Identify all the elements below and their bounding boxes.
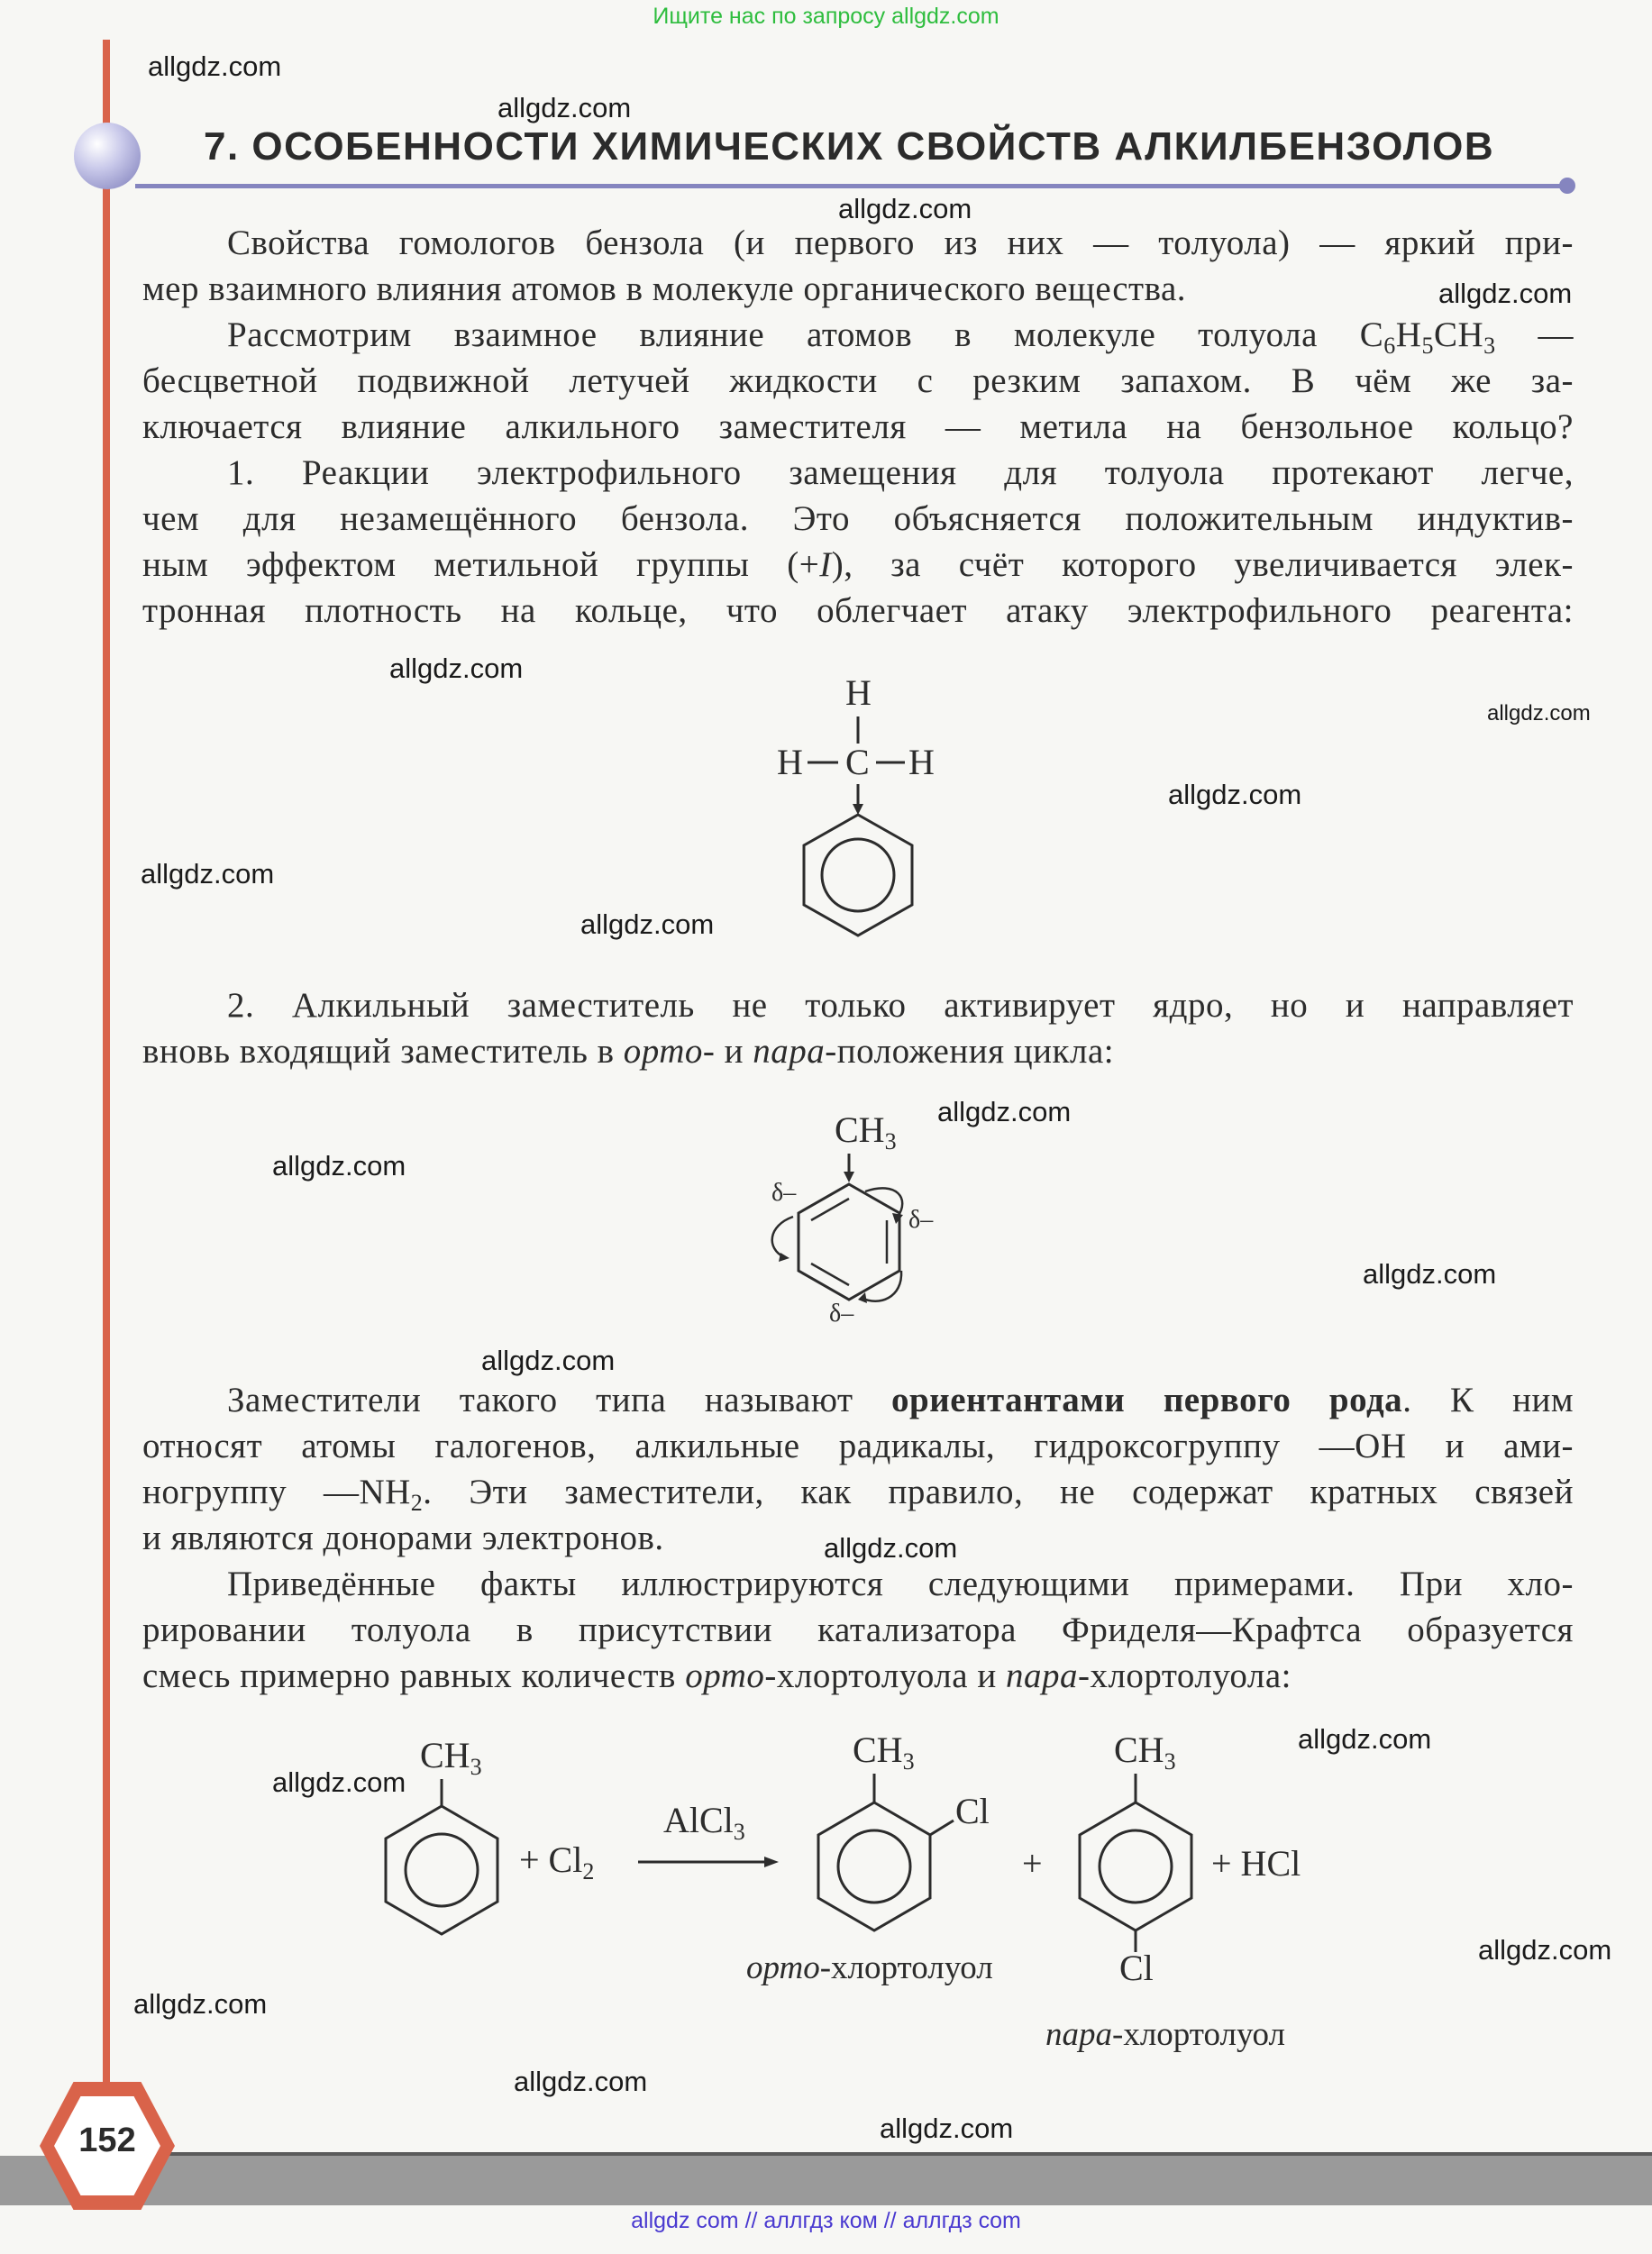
footer-line xyxy=(162,2152,1652,2156)
watermark: allgdz.com xyxy=(838,193,972,224)
scheme2-delta-para: δ– xyxy=(829,1300,854,1328)
text-line: бесцветной подвижной летучей жидкости с резким запахом. В чём же за- xyxy=(142,361,1574,400)
text-line: рировании толуола в присутствии катализатора Фриделя—Крафтса образуется xyxy=(142,1611,1574,1649)
watermark: allgdz.com xyxy=(824,1532,958,1564)
watermark: allgdz.com xyxy=(1478,1934,1612,1966)
text-line: ногруппу $—NH_2$. Эти заместители, как правило, не содержат кратных связей xyxy=(142,1473,1574,1516)
caption-ortho-chlorotoluene: орто-хлортолуол xyxy=(746,1949,993,1986)
text-line: смесь примерно равных количеств орто-хлортолуола и пара-хлортолуола: xyxy=(142,1656,1291,1695)
watermark: allgdz.com xyxy=(1487,701,1591,725)
bottom-banner: allgdz com // аллгдз ком // аллгдз com xyxy=(631,2208,1021,2233)
text-line: 2. Алкильный заместитель не только активирует ядро, но и направляет xyxy=(227,986,1574,1025)
text-line: Приведённые факты иллюстрируются следующими примерами. При хло- xyxy=(227,1565,1574,1603)
page-number: 152 xyxy=(78,2122,136,2159)
text-line: ным эффектом метильной группы (+I), за счёт которого увеличивается элек- xyxy=(142,545,1574,584)
watermark: allgdz.com xyxy=(389,652,524,684)
watermark: allgdz.com xyxy=(580,908,715,940)
reaction-catalyst: AlCl$_3$ xyxy=(663,1800,745,1845)
watermark: allgdz.com xyxy=(481,1345,616,1376)
scheme1-h-left: H xyxy=(777,742,803,782)
text-line: и являются донорами электронов. xyxy=(142,1519,664,1557)
text-line: Заместители такого типа называют ориентантами первого рода. К ним xyxy=(227,1381,1574,1419)
caption-para-chlorotoluene: пара-хлортолуол xyxy=(1045,2016,1286,2053)
watermark: allgdz.com xyxy=(514,2066,648,2097)
watermark: allgdz.com xyxy=(133,1988,268,2020)
watermark: allgdz.com xyxy=(1438,278,1573,309)
text-line: вновь входящий заместитель в орто- и пара-положения цикла: xyxy=(142,1032,1115,1071)
watermark: allgdz.com xyxy=(148,50,282,82)
scheme2-delta-ortho-left: δ– xyxy=(771,1179,797,1207)
text-line: мер взаимного влияния атомов в молекуле органического вещества. xyxy=(142,269,1187,308)
section-heading: 7. ОСОБЕННОСТИ ХИМИЧЕСКИХ СВОЙСТВ АЛКИЛБЕНЗОЛОВ xyxy=(204,124,1495,169)
top-banner: Ищите нас по запросу allgdz.com xyxy=(653,4,999,29)
watermark: allgdz.com xyxy=(497,92,632,123)
watermark: allgdz.com xyxy=(1168,779,1302,810)
watermark: allgdz.com xyxy=(937,1096,1072,1127)
watermark: allgdz.com xyxy=(141,858,275,890)
text-line: относят атомы галогенов, алкильные радикалы, гидроксогруппу —OH и ами- xyxy=(142,1427,1574,1465)
watermark: allgdz.com xyxy=(1363,1258,1497,1290)
scheme2-ch3: $CH_3$ xyxy=(835,1109,897,1154)
scheme1-h-top: H xyxy=(845,672,872,713)
reaction-toluene-ch3: $CH_3$ xyxy=(420,1735,482,1780)
reaction-plus-hcl: + HCl xyxy=(1211,1843,1301,1884)
text-line: 1. Реакции электрофильного замещения для толуола протекают легче, xyxy=(227,453,1574,492)
text-line: чем для незамещённого бензола. Это объясняется положительным индуктив- xyxy=(142,499,1574,538)
reaction-ortho-ch3: $CH_3$ xyxy=(853,1729,915,1775)
scheme2-delta-ortho-right: δ– xyxy=(908,1206,934,1234)
text-line: ключается влияние алкильного заместителя — метила на бензольное кольцо? xyxy=(142,407,1574,446)
reaction-ortho-cl: Cl xyxy=(955,1791,990,1831)
watermark: allgdz.com xyxy=(880,2113,1014,2144)
text-line: Свойства гомологов бензола (и первого из них — толуола) — яркий при- xyxy=(227,224,1574,262)
reaction-plus-cl2: + $Cl_2$ xyxy=(519,1839,595,1884)
watermark: allgdz.com xyxy=(272,1150,406,1182)
watermark: allgdz.com xyxy=(272,1766,406,1798)
text-line: Рассмотрим взаимное влияние атомов в молекуле толуола $C_6H_5CH_3$ — xyxy=(227,315,1574,359)
reaction-para-cl: Cl xyxy=(1119,1948,1154,1988)
footer-band xyxy=(0,2156,1652,2205)
text-line: тронная плотность на кольце, что облегчает атаку электрофильного реагента: xyxy=(142,591,1574,630)
reaction-para-ch3: $CH_3$ xyxy=(1114,1729,1176,1775)
scheme1-c: C xyxy=(845,742,870,782)
scheme1-h-right: H xyxy=(908,742,935,782)
reaction-plus: + xyxy=(1022,1843,1043,1884)
watermark: allgdz.com xyxy=(1298,1723,1432,1755)
